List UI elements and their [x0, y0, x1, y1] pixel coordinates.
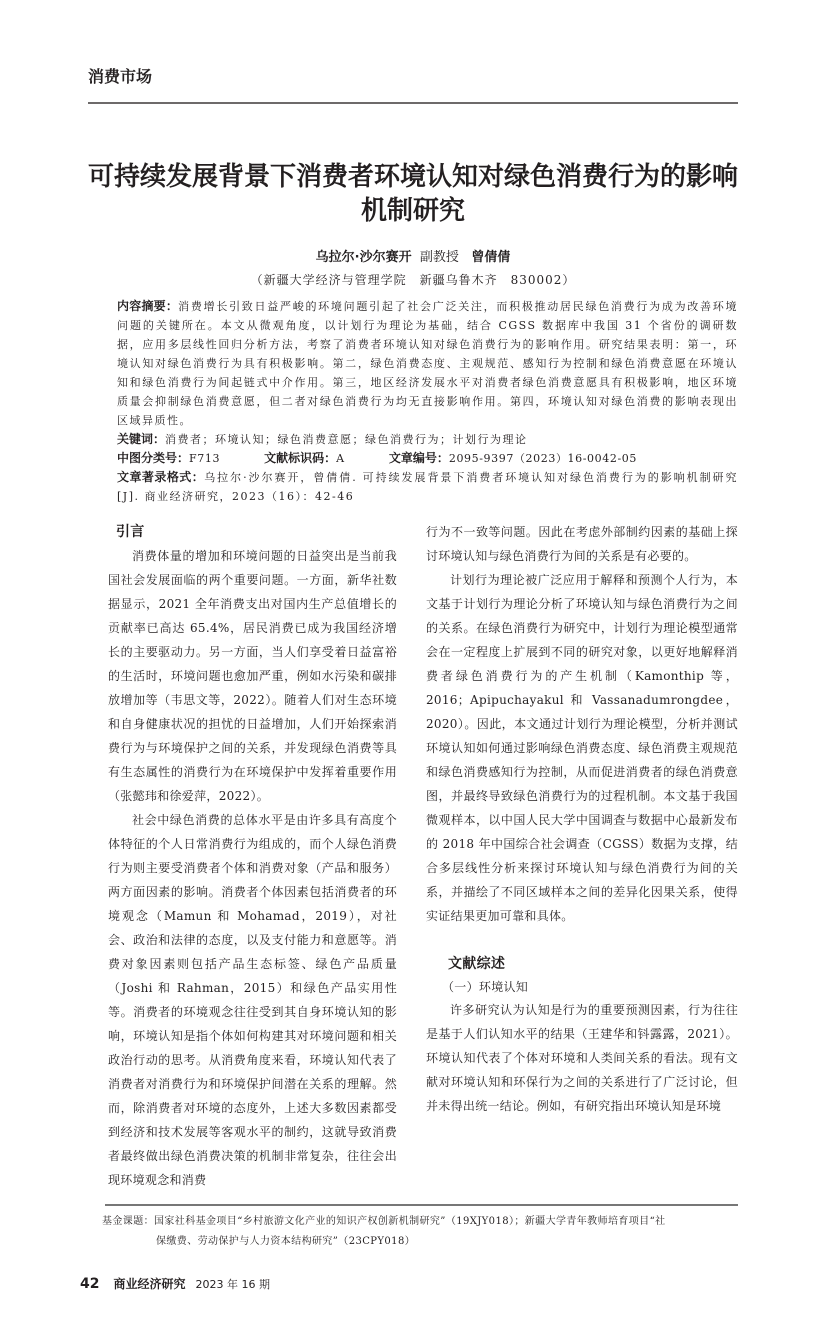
header-rule [88, 102, 738, 104]
abstract-label: 内容摘要： [117, 299, 179, 313]
affiliation: （新疆大学经济与管理学院 新疆乌鲁木齐 830002） [250, 273, 576, 287]
paragraph: 消费体量的增加和环境问题的日益突出是当前我国社会发展面临的两个重要问题。一方面，新华社数据显示，2021 全年消费支出对国内生产总值增长的贡献率已高达 65.4%，居民消费已成为我国经济增长的主要驱动力。另一方面，当人们享受着日益富裕的生活时，环境问题也愈加严重，例如水污染和碳排放增加等（韦思文等，2022）。随着人们对生态环境和自身健康状况的担忧的日益增加，人们开始探索消费行为与环境保护之间的关系，并发现绿色消费等具有生态属性的消费行为在环境保护中发挥着重要作用（张懿玮和徐爱萍，2022）。 [108, 549, 397, 803]
heading-introduction: 引言 [116, 524, 145, 540]
funding-line-2: 保缴费、劳动保护与人力资本结构研究”（23CPY018） [156, 1236, 416, 1247]
article-no-value: 2095-9397（2023）16-0042-05 [448, 452, 637, 465]
subheading-environmental-cognition: （一）环境认知 [442, 980, 529, 994]
paragraph: 许多研究认为认知是行为的重要预测因素，行为往往是基于人们认知水平的结果（王建华和钭露露，2021）。环境认知代表了个体对环境和人类间关系的看法。现有文献对环境认知和环保行为之间的关系进行了广泛讨论，但并未得出统一结论。例如，有研究指出环境认知是环境 [426, 1003, 738, 1113]
citation-text: 乌拉尔·沙尔赛开，曾倩倩. 可持续发展背景下消费者环境认知对绿色消费行为的影响机制研究 [J]. 商业经济研究，2023（16）：42-46 [117, 471, 738, 503]
section-tag: 消费市场 [88, 67, 153, 86]
keywords [117, 430, 738, 449]
page-footer [80, 1274, 738, 1295]
left-column [108, 520, 397, 1192]
page-number: 42 [80, 1276, 100, 1292]
keywords-text: 消费者；环境认知；绿色消费意愿；绿色消费行为；计划行为理论 [165, 433, 528, 446]
citation [117, 468, 738, 506]
authors [88, 248, 738, 268]
right-column [426, 520, 738, 1118]
author-2: 曾倩倩 [471, 250, 511, 265]
author-1: 乌拉尔·沙尔赛开 [315, 250, 412, 265]
keywords-label: 关键词： [117, 432, 166, 446]
classification-line [117, 449, 738, 468]
article-title: 可持续发展背景下消费者环境认知对绿色消费行为的影响机制研究 [88, 162, 739, 226]
doc-code-value: A [336, 452, 345, 465]
body-columns [108, 520, 738, 1192]
funding-label: 基金课题： [102, 1216, 154, 1227]
paragraph-continued: 行为不一致等问题。因此在考虑外部制约因素的基础上探讨环境认知与绿色消费行为间的关系是有必要的。 [426, 525, 738, 563]
clc-label: 中图分类号： [117, 451, 190, 465]
abstract [117, 297, 738, 430]
abstract-text: 消费增长引致日益严峻的环境问题引起了社会广泛关注，而积极推动居民绿色消费行为成为改善环境问题的关键所在。本文从微观角度，以计划行为理论为基础，结合 CGSS 数据库中我国 31 个省份的调研数据，应用多层线性回归分析方法，考察了消费者环境认知对绿色消费行为的影响作用。研究结果表明：第一，环境认知对绿色消费行为具有积极影响。第二，绿色消费态度、主观规范、感知行为控制和绿色消费意愿在环境认知和绿色消费行为间起链式中介作用。第三，地区经济发展水平对消费者绿色消费意愿具有积极影响，地区环境质量会抑制绿色消费意愿，但二者对绿色消费行为均无直接影响作用。第四，环境认知对绿色消费的影响表现出区域异质性。 [117, 300, 738, 427]
funding-note [102, 1212, 738, 1252]
article-no-label: 文章编号： [388, 451, 449, 465]
footnote-rule [105, 1204, 738, 1206]
author-1-role: 副教授 [419, 250, 459, 265]
paragraph: 社会中绿色消费的总体水平是由许多具有高度个体特征的个人日常消费行为组成的，而个人绿色消费行为则主要受消费者个体和消费对象（产品和服务）两方面因素的影响。消费者个体因素包括消费者的环境观念（Mamun 和 Mohamad，2019），对社会、政治和法律的态度，以及支付能力和意愿等。消费对象因素则包括产品生态标签、绿色产品质量（Joshi 和 Rahman，2015）和绿色产品实用性等。消费者的环境观念往往受到其自身环境认知的影响，环境认知是指个体如何构建其对环境问题和相关政治行动的思考。从消费角度来看，环境认知代表了消费者对消费行为和环境保护间潜在关系的理解。然而，除消费者对环境的态度外，上述大多数因素都受到经济和技术发展等客观水平的制约，这就导致消费者最终做出绿色消费决策的机制非常复杂，往往会出现环境观念和消费 [108, 813, 397, 1187]
clc-value: F713 [189, 452, 221, 465]
citation-label: 文章著录格式： [117, 470, 205, 484]
abstract-block [117, 297, 738, 506]
journal-name: 商业经济研究 [113, 1277, 186, 1291]
doc-code-label: 文献标识码： [264, 451, 337, 465]
funding-line-1: 国家社科基金项目“乡村旅游文化产业的知识产权创新机制研究”（19XJY018）；新疆大学青年教师培育项目“社 [154, 1216, 666, 1227]
paragraph: 计划行为理论被广泛应用于解释和预测个人行为，本文基于计划行为理论分析了环境认知与绿色消费行为之间的关系。在绿色消费行为研究中，计划行为理论模型通常会在一定程度上扩展到不同的研究对象，以更好地解释消费者绿色消费行为的产生机制（Kamonthip 等，2016；Apipuchayakul 和 Vassanadumrongdee，2020）。因此，本文通过计划行为理论模型，分析并测试环境认知如何通过影响绿色消费态度、绿色消费主观规范和绿色消费感知行为控制，从而促进消费者的绿色消费意图，并最终导致绿色消费行为的过程机制。本文基于我国微观样本，以中国人民大学中国调查与数据中心最新发布的 2018 年中国综合社会调查（CGSS）数据为支撑，结合多层线性分析来探讨环境认知与绿色消费行为间的关系，并描绘了不同区域样本之间的差异化因果关系，使得实证结果更加可靠和具体。 [426, 573, 738, 923]
issue: 2023 年 16 期 [195, 1278, 270, 1291]
heading-literature-review: 文献综述 [448, 956, 506, 972]
